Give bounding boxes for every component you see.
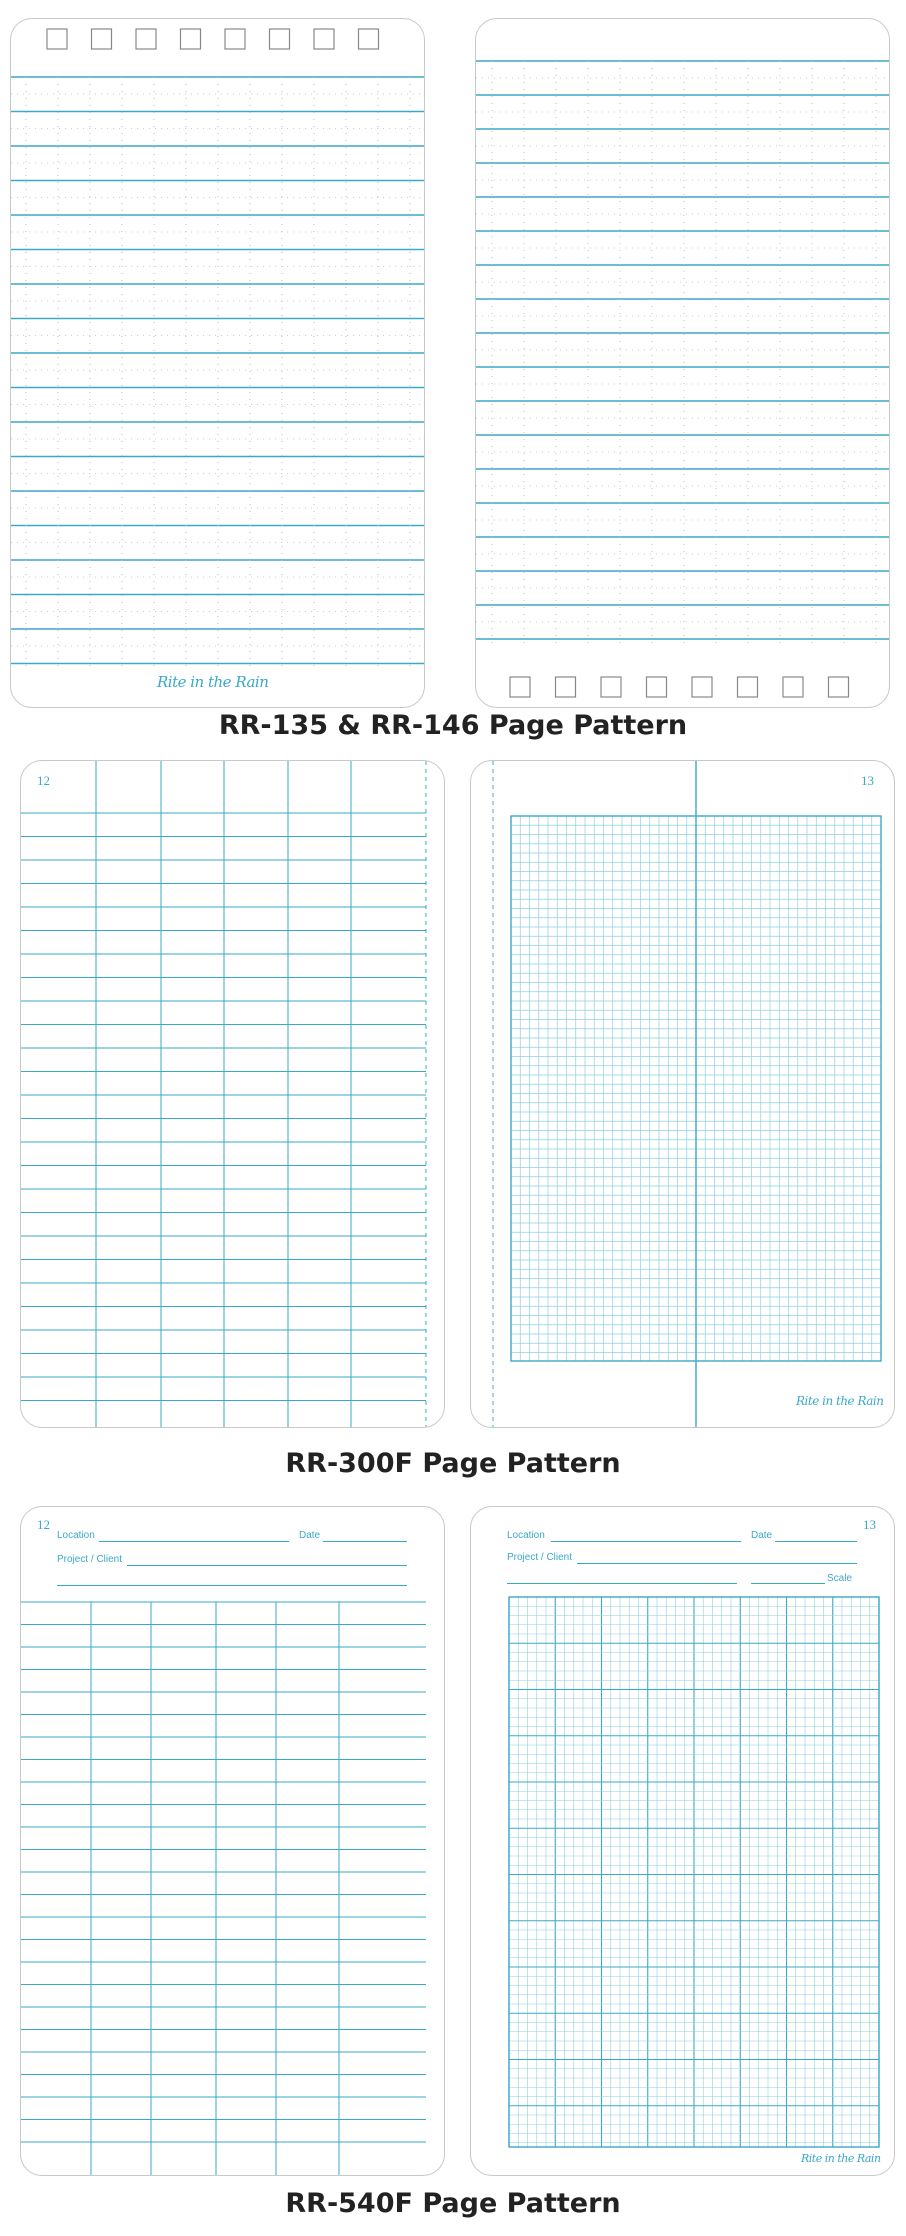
- checkbox-square: [92, 29, 112, 49]
- caption-rr135: RR-135 & RR-146 Page Pattern: [218, 710, 688, 741]
- checkbox-square: [829, 677, 849, 697]
- page-number-right: 13: [863, 1517, 876, 1532]
- brand-logo: Rite in the Rain: [157, 673, 269, 691]
- project-client-field-line: [577, 1563, 857, 1564]
- project-client-field-label: Project / Client: [57, 1554, 123, 1565]
- caption-rr300f: RR-300F Page Pattern: [285, 1448, 621, 1479]
- brand-logo: Rite in the Rain: [801, 2152, 881, 2165]
- caption-rr540f: RR-540F Page Pattern: [285, 2188, 621, 2219]
- rr540f-right-ruling: [471, 1507, 895, 2176]
- checkbox-square: [225, 29, 245, 49]
- date-field-label: Date: [299, 1530, 321, 1541]
- date-field-line: [323, 1541, 407, 1542]
- checkbox-square: [181, 29, 201, 49]
- checkbox-square: [510, 677, 530, 697]
- rr540f-left-page: [20, 1506, 445, 2176]
- location-field-line: [99, 1541, 289, 1542]
- checkbox-square: [314, 29, 334, 49]
- page-number-left: 12: [37, 773, 50, 788]
- brand-logo: Rite in the Rain: [796, 1394, 884, 1408]
- scale-field-label: Scale: [827, 1573, 853, 1584]
- extra-field-line: [507, 1583, 737, 1584]
- rr300f-right-ruling: [471, 761, 895, 1428]
- rr300f-left-page: [20, 760, 445, 1428]
- rr146-right-ruling: [476, 19, 890, 708]
- rr300f-left-ruling: [21, 761, 445, 1428]
- checkbox-square: [783, 677, 803, 697]
- project-client-field-line: [127, 1565, 407, 1566]
- project-client-field-label: Project / Client: [507, 1552, 573, 1563]
- rr135-left-page: [10, 18, 425, 708]
- rr146-right-page: [475, 18, 890, 708]
- extra-field-line: [57, 1585, 407, 1586]
- page-number-right: 13: [861, 773, 874, 788]
- rr300f-right-page: [470, 760, 895, 1428]
- scale-field-line: [751, 1583, 825, 1584]
- page-number-left: 12: [37, 1517, 50, 1532]
- location-field-line: [551, 1541, 741, 1542]
- checkbox-square: [601, 677, 621, 697]
- checkbox-square: [136, 29, 156, 49]
- checkbox-square: [556, 677, 576, 697]
- rr135-left-ruling: [11, 19, 425, 708]
- location-field-label: Location: [57, 1530, 95, 1541]
- date-field-label: Date: [751, 1530, 773, 1541]
- rr540f-right-page: [470, 1506, 895, 2176]
- checkbox-square: [692, 677, 712, 697]
- date-field-line: [775, 1541, 857, 1542]
- checkbox-square: [647, 677, 667, 697]
- checkbox-square: [270, 29, 290, 49]
- checkbox-square: [47, 29, 67, 49]
- location-field-label: Location: [507, 1530, 545, 1541]
- checkbox-square: [359, 29, 379, 49]
- checkbox-square: [738, 677, 758, 697]
- rr540f-left-ruling: [21, 1507, 445, 2176]
